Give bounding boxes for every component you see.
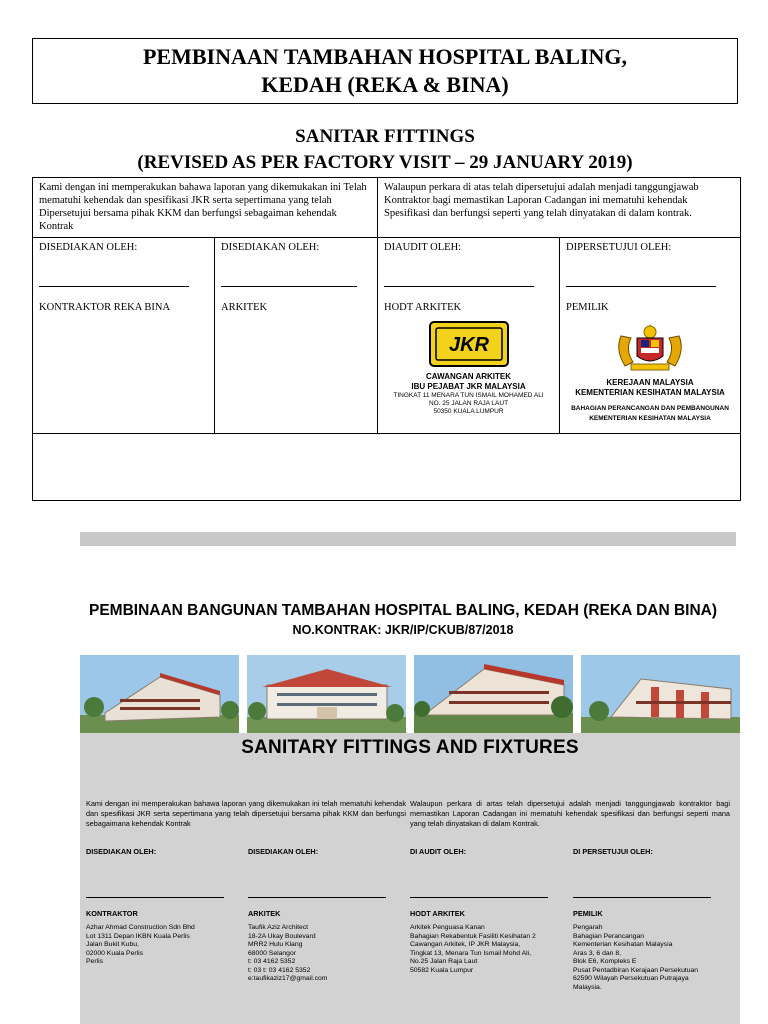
- building-photos: [80, 655, 740, 733]
- address-line: No.25 Jalan Raja Laut: [410, 958, 478, 965]
- jkr-caption-4: NO. 25 JALAN RAJA LAUT: [428, 400, 509, 407]
- address-line: 68000 Selangor: [248, 949, 296, 957]
- approval-table: [32, 177, 741, 434]
- address-line: Aras 3, 6 dan 8,: [573, 949, 621, 957]
- cover-project-title: PEMBINAAN BANGUNAN TAMBAHAN HOSPITAL BALING, KEDAH (REKA DAN BINA): [88, 602, 717, 619]
- document-title-box: [32, 38, 738, 104]
- address-line: 50582 Kuala Lumpur: [410, 966, 474, 974]
- column-role: HODT ARKITEK: [384, 302, 462, 313]
- address-line: Pusat Pentadbiran Kerajaan Persekutuan: [573, 966, 699, 974]
- address-line: Bahagian Rekabentuk Fasiliti Kesihatan 2: [410, 932, 536, 940]
- cover-signature-line: [86, 897, 224, 898]
- jkr-caption-3: TINGKAT 11 MENARA TUN ISMAIL MOHAMED ALI: [393, 392, 544, 399]
- cover-column-heading: DI AUDIT OLEH:: [410, 847, 467, 856]
- address-line: Jalan Bukit Kubu,: [86, 941, 139, 948]
- column-role: KONTRAKTOR REKA BINA: [39, 302, 171, 313]
- declaration-right: Walaupun perkara di atas telah dipersetujui adalah menjadi tanggungjawab Kontraktor bagi memastikan Laporan Cadangan ini mematuhi kehendak Spesifikasi dan berfungsi seperti yang telah dinyatakan di dalam kontrak.: [378, 178, 741, 238]
- column-heading: DISEDIAKAN OLEH:: [39, 242, 138, 253]
- jkr-caption-1: CAWANGAN ARKITEK: [425, 372, 512, 381]
- cover-column-role: KONTRAKTOR: [86, 909, 138, 918]
- cover-column-role: PEMILIK: [573, 909, 603, 918]
- document-title-line2: KEDAH (REKA & BINA): [261, 72, 509, 97]
- column-heading: DISEDIAKAN OLEH:: [221, 242, 320, 253]
- address-line: 62590 Wilayah Persekutuan Putrajaya: [573, 975, 689, 982]
- cover-column-heading: DI PERSETUJUI OLEH:: [573, 847, 653, 856]
- approval-column-contractor: [33, 238, 215, 434]
- approval-column-architect: [215, 238, 378, 434]
- address-line: Malaysia.: [573, 983, 602, 991]
- cover-column-role: HODT ARKITEK: [410, 909, 465, 918]
- signature-line: [221, 286, 357, 287]
- address-line: t: 03 t: 03 4162 5352: [248, 966, 311, 974]
- column-heading: DIAUDIT OLEH:: [384, 242, 462, 253]
- signature-line: [566, 286, 716, 287]
- declaration-left: Kami dengan ini memperakukan bahawa laporan yang dikemukakan ini Telah mematuhi kehendak dan spesifikasi JKR serta sepertimana yang telah Dipersetujui bersama pihak KKM dan berfungsi sebagaiman kehendak Kontrak: [33, 178, 378, 238]
- address-line: 02000 Kuala Perlis: [86, 949, 144, 957]
- cover-contract-number: NO.KONTRAK: JKR/IP/CKUB/87/2018: [292, 623, 514, 637]
- jkr-logo-icon: [428, 320, 510, 368]
- jkr-logo-text: JKR: [448, 334, 489, 356]
- cover-column-heading: DISEDIAKAN OLEH:: [248, 847, 319, 856]
- address-line: 18-2A Ukay Boulevard: [248, 932, 316, 940]
- jkr-caption-5: 50350 KUALA LUMPUR: [433, 408, 504, 415]
- document-title-line1: PEMBINAAN TAMBAHAN HOSPITAL BALING,: [142, 44, 628, 69]
- building-photo-2: [247, 655, 406, 733]
- cover-info-panel: [80, 733, 740, 1024]
- subtitle-line2: (REVISED AS PER FACTORY VISIT – 29 JANUARY 2019): [137, 152, 633, 173]
- cover-signature-line: [573, 897, 711, 898]
- column-role: ARKITEK: [221, 302, 268, 313]
- column-heading: DIPERSETUJUI OLEH:: [566, 242, 672, 253]
- section-title: SANITARY FITTINGS AND FIXTURES: [241, 737, 579, 758]
- divider-bar: [80, 532, 736, 546]
- column-role: PEMILIK: [566, 302, 609, 313]
- signature-line: [384, 286, 534, 287]
- coat-of-arms-icon: [607, 320, 693, 374]
- address-line: Bahagian Perancangan: [573, 932, 645, 940]
- address-line: Azhar Ahmad Construction Sdn Bhd: [86, 924, 195, 931]
- address-line: Taufik Aziz Architect: [248, 924, 309, 931]
- address-line: Kementerian Kesihatan Malaysia: [573, 941, 673, 948]
- cover-address-architect: [248, 924, 403, 984]
- cover-column-heading: DISEDIAKAN OLEH:: [86, 847, 157, 856]
- cover-signature-line: [248, 897, 386, 898]
- address-line: Pengarah: [573, 924, 603, 931]
- address-line: Tingkat 13, Menara Tun Ismail Mohd Ali,: [410, 949, 532, 957]
- cover-address-contractor: [86, 924, 241, 967]
- address-line: Perlis: [86, 958, 103, 965]
- cover-address-owner: [573, 924, 733, 992]
- building-photo-3: [414, 655, 573, 733]
- address-line: MRR2 Hulu Klang: [248, 941, 303, 948]
- cover-address-auditor: [410, 924, 570, 975]
- address-line: Blok E6, Kompleks E: [573, 958, 637, 965]
- address-line: e:taufikaziz17@gmail.com: [248, 975, 328, 982]
- signature-line: [39, 286, 189, 287]
- cover-signature-line: [410, 897, 548, 898]
- empty-note-box: [32, 433, 741, 501]
- address-line: Lot 1311 Depan IKBN Kuala Perlis: [86, 932, 190, 940]
- kkm-caption-1: KEREJAAN MALAYSIA: [606, 378, 694, 387]
- address-line: Arkitek Penguasa Kanan: [410, 924, 485, 931]
- document-subtitle: [32, 124, 738, 176]
- kkm-caption-4: KEMENTERIAN KESIHATAN MALAYSIA: [589, 415, 711, 422]
- jkr-logo-block: [384, 320, 553, 416]
- building-photo-4: [581, 655, 740, 733]
- cover-column-role: ARKITEK: [248, 909, 281, 918]
- address-line: t: 03 4162 5352: [248, 958, 296, 965]
- kkm-caption-2: KEMENTERIAN KESIHATAN MALAYSIA: [575, 388, 725, 397]
- kkm-logo-block: [566, 320, 734, 424]
- address-line: Cawangan Arkitek, IP JKR Malaysia,: [410, 941, 521, 948]
- approval-column-owner: [560, 238, 741, 434]
- building-photo-1: [80, 655, 239, 733]
- cover-declaration-right: Walaupun perkara di artas telah dipersetujui adalah menjadi tanggungjawab kontraktor bagi memastikan Laporan Cadangan ini mematuhi kehendak spesifikasi dan berfungsi seperti mana yang telah dinyatakan di dalam Kontrak.: [410, 799, 730, 828]
- kkm-caption-3: BAHAGIAN PERANCANGAN DAN PEMBANGUNAN: [571, 405, 729, 412]
- subtitle-line1: SANITAR FITTINGS: [295, 126, 475, 147]
- jkr-caption-2: IBU PEJABAT JKR MALAYSIA: [411, 382, 526, 391]
- approval-column-auditor: [378, 238, 560, 434]
- cover-declaration-left: Kami dengan ini memperakukan bahawa laporan yang dikemukakan ini telah mematuhi kehendak dan spesifikasi JKR serta sepertimana yang telah dipersetujui bersama pihak KKM dan berfungsi sebagaimana kehendak Kontrak: [86, 799, 406, 828]
